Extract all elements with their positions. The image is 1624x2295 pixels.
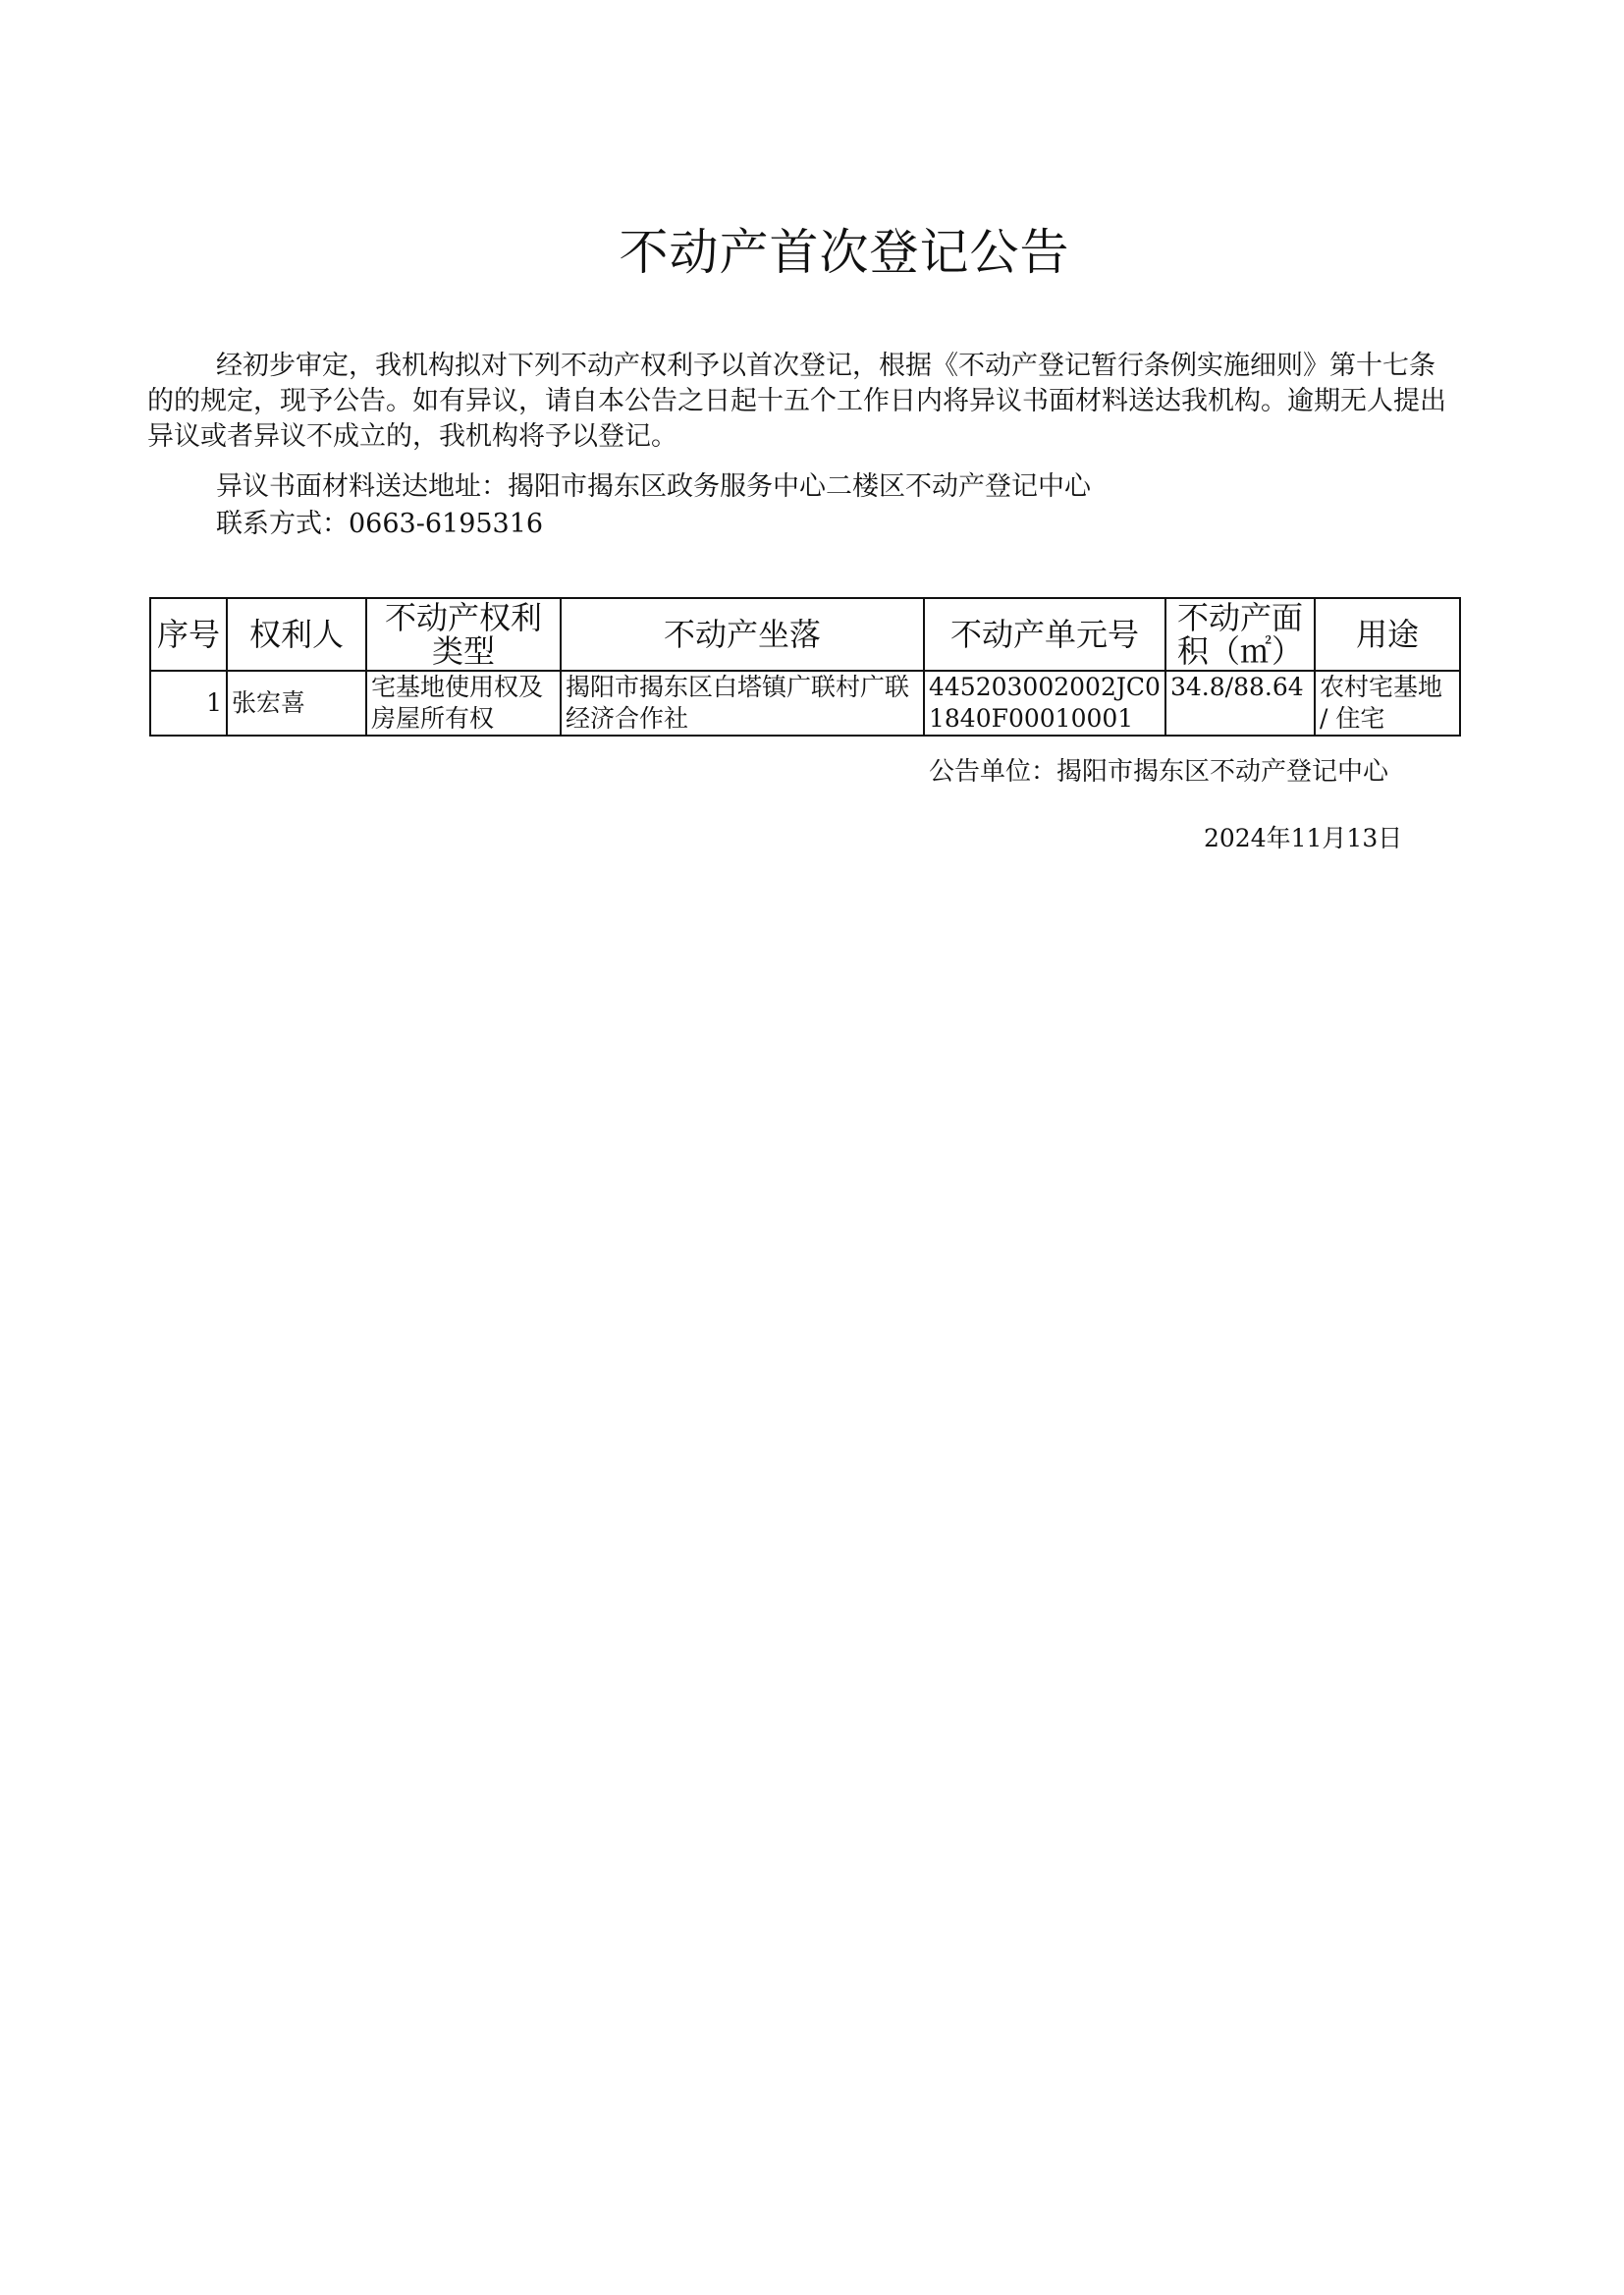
issue-date: 2024年11月13日 [1204, 824, 1403, 852]
header-area: 不动产面积（㎡） [1165, 598, 1315, 671]
cell-index: 1 [150, 671, 227, 736]
page-title: 不动产首次登记公告 [619, 224, 1070, 281]
cell-unit-number: 445203002002JC01840F00010001 [924, 671, 1165, 736]
header-right-type: 不动产权利类型 [366, 598, 561, 671]
header-holder: 权利人 [227, 598, 366, 671]
header-usage: 用途 [1315, 598, 1460, 671]
objection-address: 异议书面材料送达地址：揭阳市揭东区政务服务中心二楼区不动产登记中心 [216, 471, 1091, 502]
registration-table [149, 597, 1461, 737]
header-unit-number: 不动产单元号 [924, 598, 1165, 671]
table-header-row [150, 598, 1460, 671]
cell-holder: 张宏喜 [227, 671, 366, 736]
header-index: 序号 [150, 598, 227, 671]
issuing-unit: 公告单位：揭阳市揭东区不动产登记中心 [929, 757, 1389, 787]
cell-location: 揭阳市揭东区白塔镇广联村广联经济合作社 [561, 671, 924, 736]
contact-info: 联系方式：0663-6195316 [216, 509, 544, 539]
cell-usage: 农村宅基地 / 住宅 [1315, 671, 1460, 736]
cell-right-type: 宅基地使用权及房屋所有权 [366, 671, 561, 736]
notice-paragraph: 经初步审定，我机构拟对下列不动产权利予以首次登记，根据《不动产登记暂行条例实施细则》第十七条的的规定，现予公告。如有异议，请自本公告之日起十五个工作日内将异议书面材料送达我机构。逾期无人提出异议或者异议不成立的，我机构将予以登记。 [147, 351, 1446, 452]
table-row [150, 671, 1460, 736]
cell-area: 34.8/88.64 [1165, 671, 1315, 736]
header-location: 不动产坐落 [561, 598, 924, 671]
